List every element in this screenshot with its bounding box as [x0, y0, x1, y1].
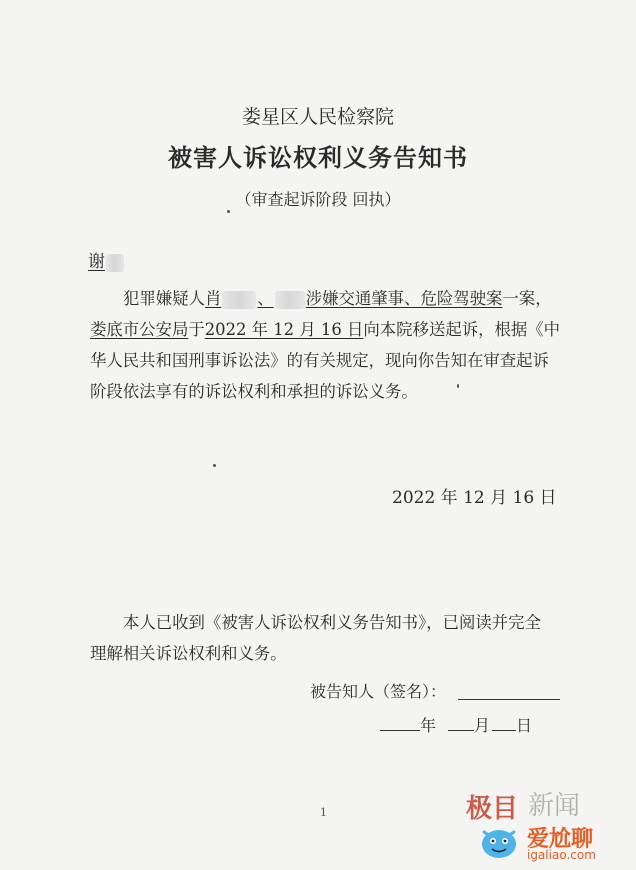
- notice-date: 2022 年 12 月 16 日: [392, 488, 557, 508]
- receipt-line-2: 理解相关诉讼权利和义务。: [90, 644, 287, 663]
- month-blank[interactable]: [448, 716, 474, 731]
- watermark-url: igaliao.com: [527, 848, 596, 862]
- scan-speck: [227, 210, 230, 213]
- receipt-line-1: 本人已收到《被害人诉讼权利义务告知书》，已阅读并完全: [123, 613, 541, 632]
- year-blank[interactable]: [380, 716, 420, 731]
- document-title: 被害人诉讼权利义务告知书: [168, 143, 468, 172]
- watermark-brand-c: 爱尬聊: [527, 827, 594, 852]
- notice-body: [90, 283, 560, 407]
- suspect-names: 肖 、 涉嫌交通肇事、危险驾驶案: [204, 289, 503, 308]
- day-blank[interactable]: [492, 716, 516, 731]
- recipient-line: [88, 247, 125, 272]
- recipient-name: 谢: [88, 252, 105, 272]
- mascot-icon: [476, 822, 522, 862]
- body-line-2: 娄底市公安局于2022 年 12 月 16 日向本院移送起诉，根据《中: [90, 320, 561, 339]
- transfer-date: 2022 年 12 月 16 日: [204, 320, 364, 339]
- police-bureau: 娄底市公安局: [90, 320, 189, 339]
- signature-line[interactable]: [458, 699, 560, 700]
- watermark-brand-b: 新闻: [528, 791, 581, 821]
- body-line-4: 阶段依法享有的诉讼权利和承担的诉讼义务。: [90, 382, 418, 401]
- redaction-block: [275, 291, 305, 309]
- agency-name: 娄星区人民检察院: [241, 106, 394, 128]
- signature-label: 被告知人（签名）：: [310, 682, 447, 701]
- redaction-block: [106, 254, 124, 272]
- signature-date-row: 年 月 日: [380, 713, 532, 736]
- document-subtitle: （审查起诉阶段 回执）: [235, 190, 401, 209]
- scan-speck: [457, 384, 459, 388]
- body-line-1: 犯罪嫌疑人肖 、 涉嫌交通肇事、危险驾驶案一案，: [123, 289, 552, 308]
- receipt-text: [90, 606, 560, 668]
- watermark-brand-a: 极目: [466, 794, 519, 824]
- body-line-3: 华人民共和国刑事诉讼法》的有关规定，现向你告知在审查起诉: [90, 351, 549, 370]
- redaction-block: [222, 291, 256, 309]
- scan-speck: [213, 464, 216, 467]
- page-number: 1: [320, 806, 327, 819]
